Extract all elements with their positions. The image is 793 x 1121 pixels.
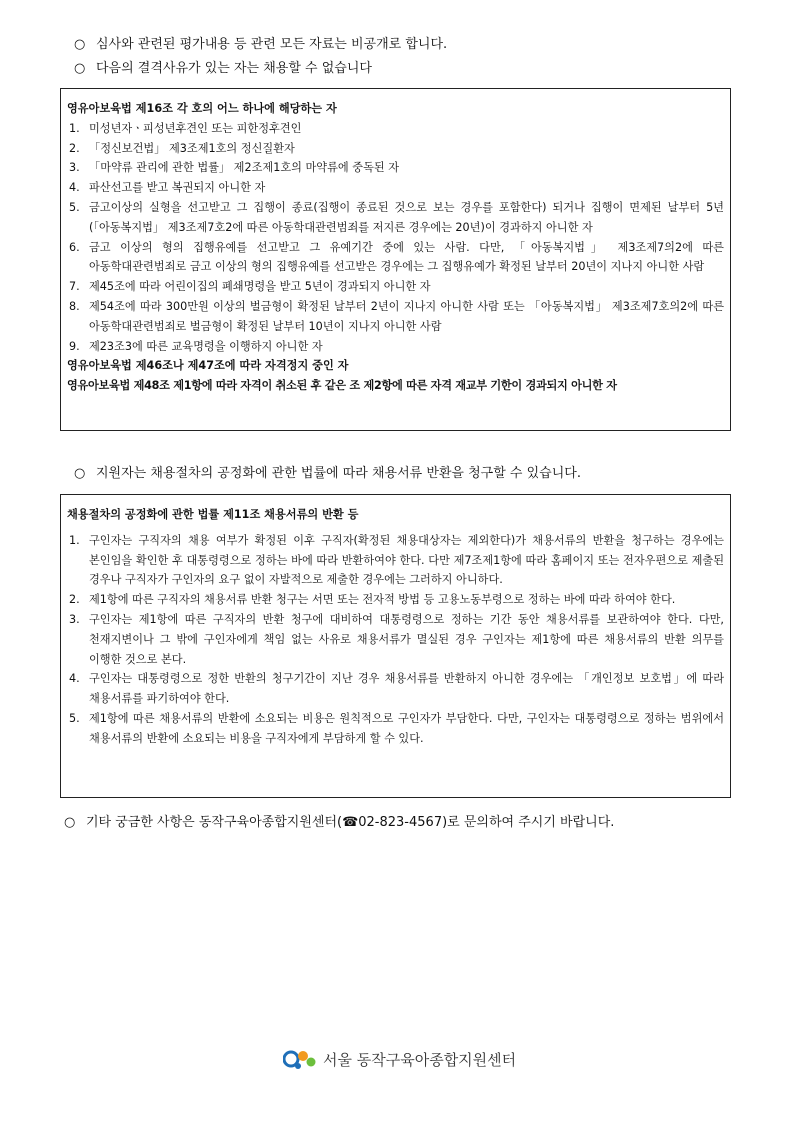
notice-text: 지원자는 채용절차의 공정화에 관한 법률에 따라 채용서류 반환을 청구할 수 있습니다.	[96, 466, 581, 481]
notice-text: 심사와 관련된 평가내용 등 관련 모든 자료는 비공개로 합니다.	[96, 37, 448, 52]
bullet-circle: ○	[74, 466, 86, 481]
list-item: 5. 금고이상의 실형을 선고받고 그 집행이 종료(집행이 종료된 것으로 보는 경우를 포함한다) 되거나 집행이 면제된 날부터 5년(「아동복지법」 제3조제7호2에 따른 아동학대관련범죄를 저지른 경우에는 20년)이 경과하지 아니한 자	[69, 200, 724, 234]
notice-confidential	[74, 36, 447, 54]
list-item: 2. 「정신보건법」 제3조제1호의 정신질환자	[69, 141, 295, 155]
list-item: 3. 「마약류 관리에 관한 법률」 제2조제1호의 마약류에 중독된 자	[69, 161, 400, 175]
box-heading: 채용절차의 공정화에 관한 법률 제11조 채용서류의 반환 등	[67, 508, 359, 521]
bullet-circle: ○	[74, 37, 86, 52]
document-return-box	[60, 494, 731, 798]
list-item: 7. 제45조에 따라 어린이집의 폐쇄명령을 받고 5년이 경과되지 아니한 자	[69, 280, 431, 294]
bullet-circle: ○	[74, 61, 86, 76]
notice-text: 기타 궁금한 사항은 동작구육아종합지원센터(☎02-823-4567)로 문의하여 주시기 바랍니다.	[86, 815, 615, 830]
bullet-circle: ○	[64, 815, 76, 830]
list-item: 4. 파산선고를 받고 복권되지 아니한 자	[69, 181, 266, 195]
box-heading: 영유아보육법 제16조 각 호의 어느 하나에 해당하는 자	[67, 102, 337, 115]
list-item: 8. 제54조에 따라 300만원 이상의 벌금형이 확정된 날부터 2년이 지나지 아니한 사람 또는 「아동복지법」 제3조제7호의2에 따른 아동학대관련범죄로 벌금형이 확정된 날부터 10년이 지나지 아니한 사람	[69, 299, 724, 333]
box-footer-line: 영유아보육법 제46조나 제47조에 따라 자격정지 중인 자	[67, 359, 349, 373]
list-item: 2. 제1항에 따른 구직자의 채용서류 반환 청구는 서면 또는 전자적 방법 등 고용노동부령으로 정하는 바에 따라 하여야 한다.	[69, 593, 676, 607]
list-item: 9. 제23조3에 따른 교육명령을 이행하지 아니한 자	[69, 339, 323, 353]
notice-contact	[64, 814, 614, 832]
notice-disqualification	[74, 60, 372, 78]
list-item: 5. 제1항에 따른 채용서류의 반환에 소요되는 비용은 원칙적으로 구인자가 부담한다. 다만, 구인자는 대통령령으로 정하는 범위에서 채용서류의 반환에 소요되는 비용을 구직자에게 부담하게 할 수 있다.	[69, 711, 724, 745]
notice-document-return	[74, 465, 581, 483]
list-item: 4. 구인자는 대통령령으로 정한 반환의 청구기간이 지난 경우 채용서류를 반환하지 아니한 경우에는 「개인정보 보호법」에 따라 채용서류를 파기하여야 한다.	[69, 672, 724, 706]
list-item: 1. 미성년자ㆍ피성년후견인 또는 피한정후견인	[69, 121, 302, 135]
list-item: 1. 구인자는 구직자의 채용 여부가 확정된 이후 구직자(확정된 채용대상자는 제외한다)가 채용서류의 반환을 청구하는 경우에는 본인임을 확인한 후 대통령령으로 정하는 바에 따라 반환하여야 한다. 다만 제7조제1항에 따라 홈페이지 또는 전자우편으로 제출된 경우나 구직자가 구인자의 요구 없이 자발적으로 제출한 경우에는 그러하지 아니하다.	[69, 533, 724, 587]
disqualification-box	[60, 88, 731, 431]
notice-text: 다음의 결격사유가 있는 자는 채용할 수 없습니다	[96, 61, 372, 76]
list-item: 3. 구인자는 제1항에 따른 구직자의 반환 청구에 대비하여 대통령령으로 정하는 기간 동안 채용서류를 보관하여야 한다. 다만, 천재지변이나 그 밖에 구인자에게 책임 없는 사유로 채용서류가 멸실된 경우 구인자는 제1항에 따른 채용서류의 반환 의무를 이행한 것으로 본다.	[69, 612, 724, 666]
org-footer	[283, 1047, 516, 1071]
center-logo-icon	[283, 1047, 317, 1071]
org-name: 서울 동작구육아종합지원센터	[323, 1050, 517, 1069]
box-footer-line: 영유아보육법 제48조 제1항에 따라 자격이 취소된 후 같은 조 제2항에 따른 자격 재교부 기한이 경과되지 아니한 자	[67, 379, 617, 393]
list-item: 6. 금고 이상의 형의 집행유예를 선고받고 그 유예기간 중에 있는 사람. 다만, 「아동복지법」 제3조제7의2에 따른 아동학대관련범죄로 금고 이상의 형의 집행유예를 선고받은 경우에는 그 집행유예가 확정된 날부터 20년이 지나지 아니한 사람	[69, 240, 724, 274]
